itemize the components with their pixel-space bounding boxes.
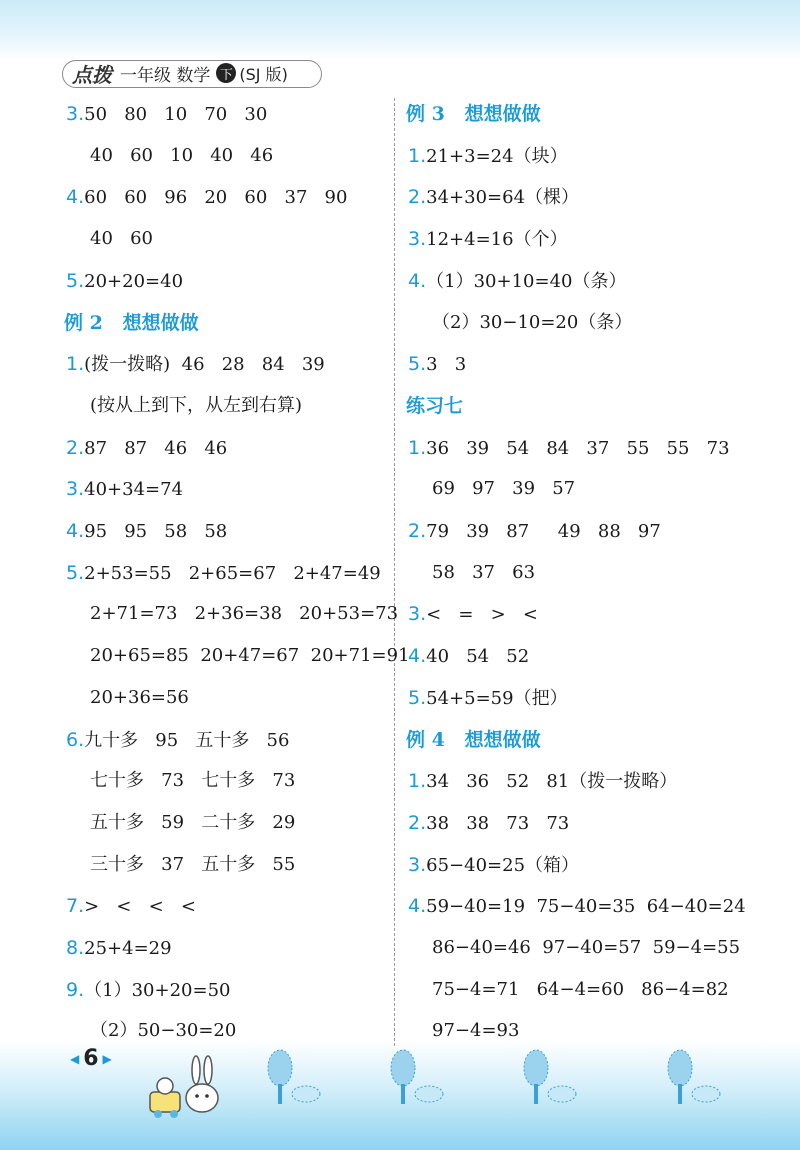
answer-line xyxy=(90,394,302,418)
answer-text: 69 97 39 57 xyxy=(432,478,576,500)
page-number xyxy=(66,1046,116,1071)
answer-line xyxy=(90,769,295,793)
answer-text: （1）30+20=50 xyxy=(84,979,231,1001)
question-number: 4. xyxy=(408,895,427,918)
answer-text: 七十多 73 七十多 73 xyxy=(90,770,296,792)
section-heading: 例 2 想想做做 xyxy=(64,311,199,334)
answer-text: 三十多 37 五十多 55 xyxy=(90,853,296,875)
question-number: 3. xyxy=(66,478,85,501)
answer-line xyxy=(66,436,227,461)
question-number: 1. xyxy=(408,770,427,793)
answer-line xyxy=(66,894,196,919)
edition-label: (SJ 版) xyxy=(239,64,288,84)
question-number: 4. xyxy=(408,269,427,292)
question-number: 8. xyxy=(66,937,85,959)
answer-line xyxy=(408,894,746,919)
answer-line xyxy=(408,686,568,711)
answer-text: (拨一拨略) 46 28 84 39 xyxy=(84,354,325,376)
answer-line xyxy=(66,728,289,753)
book-header xyxy=(62,58,322,88)
question-number: 2. xyxy=(408,811,427,834)
left-triangle-icon: ◀ xyxy=(70,1051,80,1066)
answer-text: 95 95 58 58 xyxy=(84,521,228,542)
answer-text: 38 38 73 73 xyxy=(426,812,570,834)
answer-line xyxy=(408,519,661,544)
answer-text: 50 80 10 70 30 xyxy=(84,104,268,125)
volume-badge: 下 xyxy=(216,63,236,83)
question-number: 2. xyxy=(408,520,427,542)
answer-line xyxy=(90,811,295,835)
answer-text: 54+5=59（把） xyxy=(426,687,568,709)
tree-illustration xyxy=(262,1044,332,1114)
answer-line xyxy=(90,227,153,251)
answer-line xyxy=(66,519,227,544)
question-number: 4. xyxy=(66,186,85,209)
answer-line xyxy=(408,227,568,252)
answer-line xyxy=(432,477,575,501)
answer-text: 20+65=85 20+47=67 20+71=91 xyxy=(90,645,410,667)
answer-text: 25+4=29 xyxy=(84,938,172,959)
answer-line xyxy=(408,144,568,169)
answer-text: 97−4=93 xyxy=(432,1020,520,1042)
answer-line xyxy=(90,1019,236,1043)
answer-line xyxy=(90,602,398,626)
answer-text: 40 60 xyxy=(90,228,153,250)
answer-line xyxy=(66,978,230,1003)
question-number: 2. xyxy=(66,436,85,459)
answer-text: 87 87 46 46 xyxy=(84,437,228,459)
section-heading: 练习七 xyxy=(406,394,464,417)
answer-text: 2+71=73 2+36=38 20+53=73 xyxy=(90,603,399,625)
question-number: 1. xyxy=(408,436,427,459)
answer-text: 59−40=19 75−40=35 64−40=24 xyxy=(426,896,746,918)
question-number: 2. xyxy=(408,186,427,209)
question-number: 7. xyxy=(66,895,85,918)
column-divider xyxy=(394,98,395,1046)
answer-line xyxy=(408,269,626,294)
answer-line xyxy=(408,769,677,794)
answer-line xyxy=(432,561,535,585)
answer-text: 2+53=55 2+65=67 2+47=49 xyxy=(84,562,381,584)
answer-text: 60 60 96 20 60 37 90 xyxy=(84,187,348,209)
answer-line xyxy=(66,936,172,961)
question-number: 4. xyxy=(408,645,427,668)
answer-text: 34 36 52 81（拨一拨略） xyxy=(426,771,678,793)
answer-line xyxy=(408,811,569,836)
page-number-value: 6 xyxy=(83,1046,99,1071)
answer-text: （1）30+10=40（条） xyxy=(426,270,627,292)
answer-text: 12+4=16（个） xyxy=(426,229,568,251)
bunny-illustration xyxy=(140,1050,230,1120)
answer-text: 20+36=56 xyxy=(90,686,189,708)
answer-text: 34+30=64（棵） xyxy=(426,187,580,209)
answer-text: 40 54 52 xyxy=(426,646,530,668)
answer-text: 九十多 95 五十多 56 xyxy=(84,729,290,751)
question-number: 3. xyxy=(66,103,85,125)
answer-text: 58 37 63 xyxy=(432,561,536,583)
answer-text: 65−40=25（箱） xyxy=(426,854,580,876)
tree-illustration xyxy=(518,1044,588,1114)
answer-line xyxy=(432,978,729,1002)
answer-text: < = > < xyxy=(426,604,538,626)
answer-line xyxy=(90,144,273,168)
answer-text: （2）30−10=20（条） xyxy=(432,311,633,333)
answer-text: 21+3=24（块） xyxy=(426,145,568,167)
tree-illustration xyxy=(385,1044,455,1114)
answer-line xyxy=(408,436,730,461)
question-number: 3. xyxy=(408,603,427,626)
answer-text: 75−4=71 64−4=60 86−4=82 xyxy=(432,978,729,1000)
answer-text: 20+20=40 xyxy=(84,270,184,292)
answer-line xyxy=(90,853,295,877)
question-number: 3. xyxy=(408,853,427,876)
right-triangle-icon: ▶ xyxy=(102,1051,112,1066)
answer-line xyxy=(66,561,381,586)
answer-text: 3 3 xyxy=(426,354,467,376)
answer-text: 79 39 87 49 88 97 xyxy=(426,521,661,542)
question-number: 3. xyxy=(408,228,427,251)
answer-line xyxy=(408,602,538,627)
answer-line xyxy=(66,269,183,294)
answer-line xyxy=(408,185,579,210)
section-heading: 例 4 想想做做 xyxy=(406,728,541,751)
answer-line xyxy=(432,936,740,960)
answer-line xyxy=(66,185,347,210)
section-heading: 例 3 想想做做 xyxy=(406,103,541,125)
answer-line xyxy=(66,477,183,502)
question-number: 5. xyxy=(66,561,85,584)
question-number: 1. xyxy=(66,353,85,376)
tree-illustration xyxy=(662,1044,732,1114)
answer-text: > < < < xyxy=(84,896,196,918)
answer-line xyxy=(90,686,189,710)
question-number: 5. xyxy=(66,269,85,292)
brand-logo: 点拨 xyxy=(72,62,112,87)
answer-text: 40 60 10 40 46 xyxy=(90,144,274,166)
answer-line xyxy=(408,644,529,669)
answer-line xyxy=(408,352,466,377)
answer-line xyxy=(66,352,325,377)
answer-text: 36 39 54 84 37 55 55 73 xyxy=(426,437,730,459)
answer-text: （2）50−30=20 xyxy=(90,1020,237,1042)
answer-line xyxy=(66,102,267,127)
question-number: 1. xyxy=(408,144,427,167)
answer-text: 五十多 59 二十多 29 xyxy=(90,811,296,833)
question-number: 5. xyxy=(408,353,427,376)
answer-text: (按从上到下，从左到右算) xyxy=(90,394,303,416)
subject-title: 一年级 数学 xyxy=(120,65,211,86)
question-number: 6. xyxy=(66,728,85,751)
answer-line xyxy=(432,1019,519,1043)
question-number: 4. xyxy=(66,520,85,542)
header-band xyxy=(0,0,800,60)
answer-line xyxy=(90,644,410,668)
answer-line xyxy=(408,853,579,878)
answer-text: 40+34=74 xyxy=(84,479,184,501)
question-number: 9. xyxy=(66,978,85,1001)
answer-line xyxy=(432,311,632,335)
question-number: 5. xyxy=(408,686,427,709)
answer-text: 86−40=46 97−40=57 59−4=55 xyxy=(432,937,741,958)
